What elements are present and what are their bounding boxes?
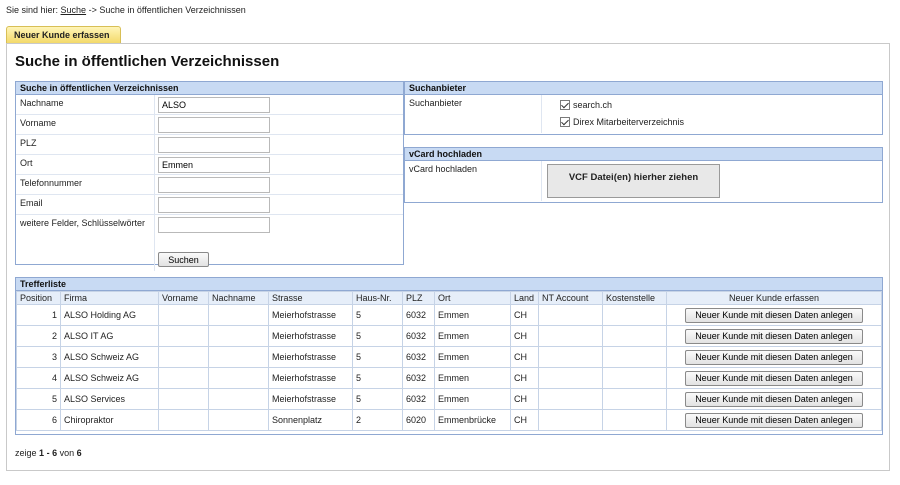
- cell-firma: ALSO Holding AG: [61, 305, 159, 326]
- pager-dash: -: [46, 448, 50, 458]
- table-row: [17, 347, 882, 368]
- column-header-position: Position: [17, 292, 61, 305]
- telefonnummer-input[interactable]: [158, 177, 270, 193]
- create-customer-button[interactable]: Neuer Kunde mit diesen Daten anlegen: [685, 371, 863, 386]
- cell-position: 5: [17, 389, 61, 410]
- cell-firma: ALSO IT AG: [61, 326, 159, 347]
- cell-vorname: [159, 326, 209, 347]
- cell-strasse: Sonnenplatz: [269, 410, 353, 431]
- cell-haus-nr: 2: [353, 410, 403, 431]
- email-input[interactable]: [158, 197, 270, 213]
- cell-position: 3: [17, 347, 61, 368]
- cell-ort: Emmen: [435, 389, 511, 410]
- search-field-row-vorname: [16, 115, 403, 135]
- pager-total: 6: [76, 448, 82, 458]
- column-header-firma: Firma: [61, 292, 159, 305]
- cell-strasse: Meierhofstrasse: [269, 368, 353, 389]
- cell-action: [667, 347, 882, 368]
- search-field-label: Nachname: [16, 95, 155, 114]
- cell-kostenstelle: [603, 410, 667, 431]
- vcard-panel-title: vCard hochladen: [405, 148, 882, 161]
- cell-action: [667, 326, 882, 347]
- cell-ort: Emmen: [435, 347, 511, 368]
- cell-land: CH: [511, 326, 539, 347]
- breadcrumb-link-suche[interactable]: Suche: [60, 5, 87, 15]
- cell-nachname: [209, 305, 269, 326]
- cell-nt-account: [539, 410, 603, 431]
- cell-plz: 6020: [403, 410, 435, 431]
- search-submit-row: [16, 249, 403, 271]
- breadcrumb: [6, 5, 246, 15]
- search-field-label: Email: [16, 195, 155, 214]
- results-panel-title: Trefferliste: [16, 278, 882, 291]
- create-customer-button[interactable]: Neuer Kunde mit diesen Daten anlegen: [685, 350, 863, 365]
- provider-option-label: Direx Mitarbeiterverzeichnis: [573, 117, 685, 127]
- cell-nachname: [209, 389, 269, 410]
- search-field-row-telefonnummer: [16, 175, 403, 195]
- cell-haus-nr: 5: [353, 368, 403, 389]
- column-header-nt-account: NT Account: [539, 292, 603, 305]
- provider-option-search-ch[interactable]: [560, 100, 612, 110]
- search-field-row-ort: [16, 155, 403, 175]
- results-panel: [15, 277, 883, 435]
- results-table: [16, 291, 882, 431]
- ort-input[interactable]: [158, 157, 270, 173]
- search-submit-row-spacer: [16, 249, 155, 271]
- column-header-strasse: Strasse: [269, 292, 353, 305]
- pager-of: von: [59, 448, 75, 458]
- search-field-row-plz: [16, 135, 403, 155]
- cell-haus-nr: 5: [353, 305, 403, 326]
- table-row: [17, 368, 882, 389]
- cell-vorname: [159, 389, 209, 410]
- pager-info: [15, 448, 82, 458]
- search-panel-title: Suche in öffentlichen Verzeichnissen: [16, 82, 403, 95]
- cell-vorname: [159, 347, 209, 368]
- column-header-neuer-kunde-erfassen: Neuer Kunde erfassen: [667, 292, 882, 305]
- search-field-row-nachname: [16, 95, 403, 115]
- vorname-input[interactable]: [158, 117, 270, 133]
- cell-nachname: [209, 326, 269, 347]
- provider-row: [405, 95, 882, 133]
- cell-action: [667, 368, 882, 389]
- cell-firma: Chiropraktor: [61, 410, 159, 431]
- column-header-land: Land: [511, 292, 539, 305]
- search-field-label: Ort: [16, 155, 155, 174]
- provider-panel-title: Suchanbieter: [405, 82, 882, 95]
- vcf-dropzone[interactable]: VCF Datei(en) hierher ziehen: [547, 164, 720, 198]
- search-form: [16, 95, 403, 249]
- create-customer-button[interactable]: Neuer Kunde mit diesen Daten anlegen: [685, 413, 863, 428]
- breadcrumb-current: Suche in öffentlichen Verzeichnissen: [99, 5, 246, 15]
- cell-nachname: [209, 410, 269, 431]
- cell-nt-account: [539, 389, 603, 410]
- cell-kostenstelle: [603, 326, 667, 347]
- cell-position: 2: [17, 326, 61, 347]
- cell-nt-account: [539, 368, 603, 389]
- create-customer-button[interactable]: Neuer Kunde mit diesen Daten anlegen: [685, 392, 863, 407]
- cell-vorname: [159, 368, 209, 389]
- create-customer-button[interactable]: Neuer Kunde mit diesen Daten anlegen: [685, 308, 863, 323]
- results-body: [17, 305, 882, 431]
- vcard-row-label: vCard hochladen: [405, 161, 542, 201]
- cell-firma: ALSO Schweiz AG: [61, 368, 159, 389]
- cell-land: CH: [511, 347, 539, 368]
- cell-kostenstelle: [603, 389, 667, 410]
- cell-land: CH: [511, 368, 539, 389]
- pager-to: 6: [52, 448, 58, 458]
- column-header-haus-nr: Haus-Nr.: [353, 292, 403, 305]
- search-button[interactable]: Suchen: [158, 252, 209, 267]
- provider-option-label: search.ch: [573, 100, 613, 110]
- cell-plz: 6032: [403, 389, 435, 410]
- search-field-row-weitere-felder: [16, 215, 403, 249]
- table-row: [17, 389, 882, 410]
- cell-ort: Emmenbrücke: [435, 410, 511, 431]
- cell-firma: ALSO Schweiz AG: [61, 347, 159, 368]
- cell-haus-nr: 5: [353, 389, 403, 410]
- cell-nachname: [209, 368, 269, 389]
- cell-position: 4: [17, 368, 61, 389]
- cell-position: 6: [17, 410, 61, 431]
- pager-prefix: zeige: [15, 448, 37, 458]
- plz-input[interactable]: [158, 137, 270, 153]
- search-field-label: Vorname: [16, 115, 155, 134]
- cell-ort: Emmen: [435, 326, 511, 347]
- cell-plz: 6032: [403, 368, 435, 389]
- cell-land: CH: [511, 389, 539, 410]
- search-field-label: weitere Felder, Schlüsselwörter: [16, 215, 155, 249]
- search-field-label: PLZ: [16, 135, 155, 154]
- tab-neuer-kunde-erfassen[interactable]: Neuer Kunde erfassen: [6, 26, 121, 43]
- vcard-row: [405, 161, 882, 201]
- search-panel: [15, 81, 404, 265]
- cell-action: [667, 389, 882, 410]
- vcard-panel: [404, 147, 883, 203]
- column-header-kostenstelle: Kostenstelle: [603, 292, 667, 305]
- pager-from: 1: [39, 448, 45, 458]
- cell-nt-account: [539, 305, 603, 326]
- cell-kostenstelle: [603, 305, 667, 326]
- search-field-label: Telefonnummer: [16, 175, 155, 194]
- column-header-plz: PLZ: [403, 292, 435, 305]
- cell-ort: Emmen: [435, 368, 511, 389]
- cell-vorname: [159, 305, 209, 326]
- cell-strasse: Meierhofstrasse: [269, 326, 353, 347]
- cell-haus-nr: 5: [353, 347, 403, 368]
- create-customer-button[interactable]: Neuer Kunde mit diesen Daten anlegen: [685, 329, 863, 344]
- cell-ort: Emmen: [435, 305, 511, 326]
- column-header-ort: Ort: [435, 292, 511, 305]
- results-header-row: [17, 292, 882, 305]
- cell-nt-account: [539, 326, 603, 347]
- checkbox-search-ch[interactable]: [560, 100, 570, 110]
- cell-action: [667, 305, 882, 326]
- cell-plz: 6032: [403, 347, 435, 368]
- cell-nt-account: [539, 347, 603, 368]
- cell-position: 1: [17, 305, 61, 326]
- checkbox-direx[interactable]: [560, 117, 570, 127]
- page-title: Suche in öffentlichen Verzeichnissen: [15, 53, 280, 70]
- cell-strasse: Meierhofstrasse: [269, 305, 353, 326]
- cell-land: CH: [511, 410, 539, 431]
- table-row: [17, 305, 882, 326]
- column-header-vorname: Vorname: [159, 292, 209, 305]
- cell-plz: 6032: [403, 305, 435, 326]
- cell-kostenstelle: [603, 347, 667, 368]
- nachname-input[interactable]: [158, 97, 270, 113]
- weitere-felder-input[interactable]: [158, 217, 270, 233]
- cell-land: CH: [511, 305, 539, 326]
- cell-nachname: [209, 347, 269, 368]
- cell-strasse: Meierhofstrasse: [269, 347, 353, 368]
- breadcrumb-prefix: Sie sind hier:: [6, 5, 59, 15]
- cell-action: [667, 410, 882, 431]
- cell-kostenstelle: [603, 368, 667, 389]
- cell-firma: ALSO Services: [61, 389, 159, 410]
- cell-vorname: [159, 410, 209, 431]
- breadcrumb-separator: ->: [88, 5, 97, 15]
- table-row: [17, 410, 882, 431]
- provider-panel: [404, 81, 883, 135]
- cell-haus-nr: 5: [353, 326, 403, 347]
- provider-row-label: Suchanbieter: [405, 95, 542, 133]
- search-field-row-email: [16, 195, 403, 215]
- provider-option-direx[interactable]: [560, 117, 684, 127]
- cell-plz: 6032: [403, 326, 435, 347]
- column-header-nachname: Nachname: [209, 292, 269, 305]
- main-content: [6, 43, 890, 471]
- cell-strasse: Meierhofstrasse: [269, 389, 353, 410]
- table-row: [17, 326, 882, 347]
